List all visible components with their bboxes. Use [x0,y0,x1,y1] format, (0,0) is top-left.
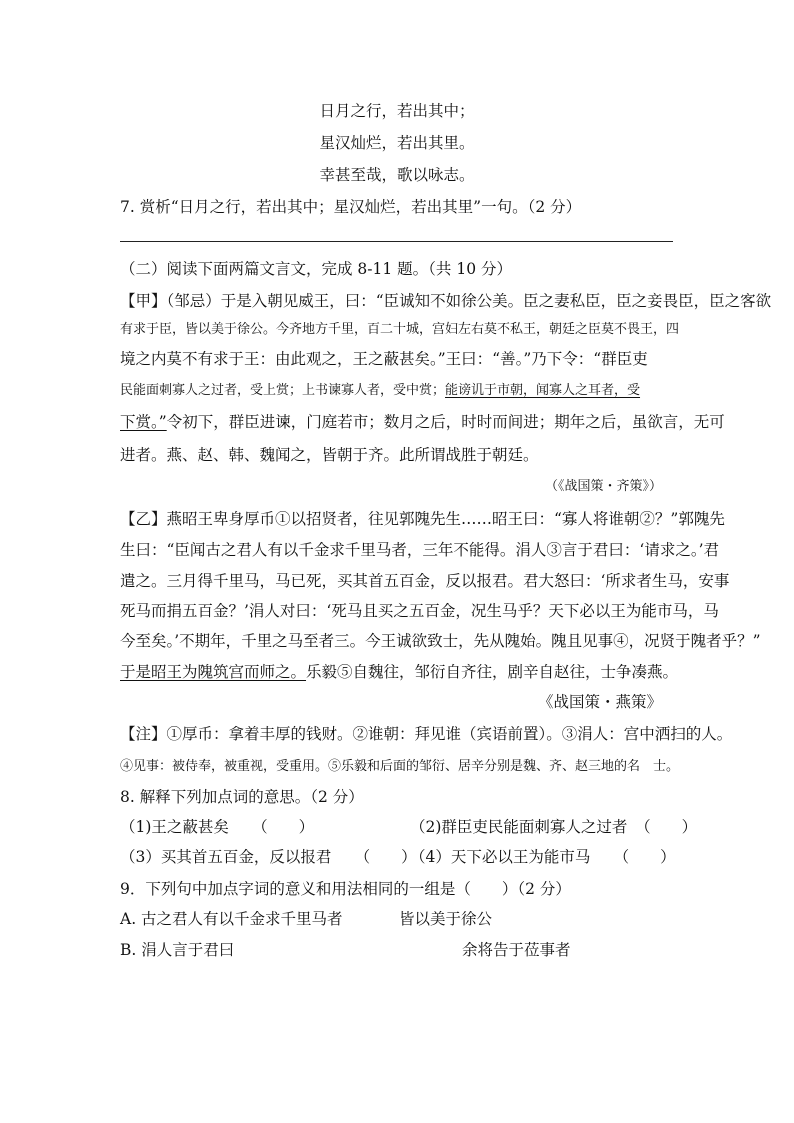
yi-line-2: 生曰：“臣闻古之君人有以千金求千里马者，三年不能得。涓人③言于君曰：‘请求之。’君 [120,541,720,559]
jia-line-2: 有求于臣，皆以美于徐公。今齐地方千里，百二十城，宫妇左右莫不私王，朝廷之臣莫不畏王，四 [120,322,680,337]
yi-line-6 [120,662,678,682]
poem-line-1: 日月之行，若出其中； [319,102,475,120]
q8-item-2: （2)群臣吏民能面刺寡人之过者 （ ） [410,818,698,836]
yi-line-3: 遣之。三月得千里马，马已死，买其首五百金，反以报君。君大怒曰：‘所求者生马，安事 [120,572,730,590]
yi-line-6-underlined: 于是昭王为隗筑宫而师之。 [120,663,307,681]
jia-line-1: 【甲】（邹忌）于是入朝见威王，曰：“臣诚知不如徐公美。臣之妻私臣，臣之妾畏臣，臣之客欲 [120,292,772,310]
q9-option-b-right: 余将告于莅事者 [462,941,571,959]
q9-option-a-right: 皆以美于徐公 [399,910,493,928]
yi-line-5: 今至矣。’不期年，千里之马至者三。今王诚欲致士，先从隗始。隗且见事④，况贤于隗者乎？” [120,632,761,650]
q9-title: 9．下列句中加点字词的意义和用法相同的一组是（ ）（2 分） [120,880,571,898]
jia-line-5-text: 令初下，群臣进谏，门庭若市；数月之后，时时而间进；期年之后，虽欲言，无可 [166,413,725,431]
question-7: 7. 赏析“日月之行，若出其中；星汉灿烂，若出其里”一句。（2 分） [120,198,582,216]
yi-line-4: 死马而捐五百金？’涓人对曰：‘死马且买之五百金，况生马乎？天下必以王为能市马，马 [120,602,719,620]
jia-line-4 [120,381,640,401]
q8-title: 8. 解释下列加点词的意思。（2 分） [120,788,364,806]
q9-option-b-left: B. 涓人言于君曰 [120,941,235,959]
poem-line-2: 星汉灿烂，若出其里。 [319,134,475,152]
notes-line-1: 【注】①厚币：拿着丰厚的钱财。②谁朝：拜见谁（宾语前置）。③涓人：宫中洒扫的人。 [120,725,733,743]
yi-line-6-text: 乐毅⑤自魏往，邹衍自齐往，剧辛自赵往，士争凑燕。 [306,663,679,681]
jia-line-5 [120,412,725,432]
jia-line-3: 境之内莫不有求于王：由此观之，王之蔽甚矣。”王曰：“善。”乃下令：“群臣吏 [120,350,648,368]
jia-line-5-underlined: 下赏。” [120,413,167,431]
q8-item-4: （4）天下必以王为能市马 （ ） [410,848,676,866]
q9-option-a-left: A. 古之君人有以千金求千里马者 [120,910,343,928]
q8-item-1: （1)王之蔽甚矣 （ ） [120,818,315,836]
jia-line-4-underlined: 能谤讥于市朝，闻寡人之耳者，受 [445,383,641,398]
notes-line-2: ④见事：被侍奉，被重视，受重用。⑤乐毅和后面的邹衍、居辛分别是魏、齐、赵三地的名 士。 [120,759,680,774]
section-heading: （二）阅读下面两篇文言文，完成 8-11 题。（共 10 分） [120,260,513,278]
answer-line [120,241,673,242]
poem-line-3: 幸甚至哉，歌以咏志。 [319,166,475,184]
jia-line-4-text: 民能面刺寡人之过者，受上赏；上书谏寡人者，受中赏； [120,383,446,398]
jia-source: （《战国策・齐策》） [544,479,662,494]
yi-line-1: 【乙】燕昭王卑身厚币①以招贤者，往见郭隗先生……昭王曰：“寡人将谁朝②？”郭隗先 [120,510,725,528]
jia-line-6: 进者。燕、赵、韩、魏闻之，皆朝于齐。此所谓战胜于朝廷。 [120,446,539,464]
yi-source: 《战国策・燕策》 [537,693,662,711]
q8-item-3: （3）买其首五百金，反以报君 （ ） [120,848,417,866]
